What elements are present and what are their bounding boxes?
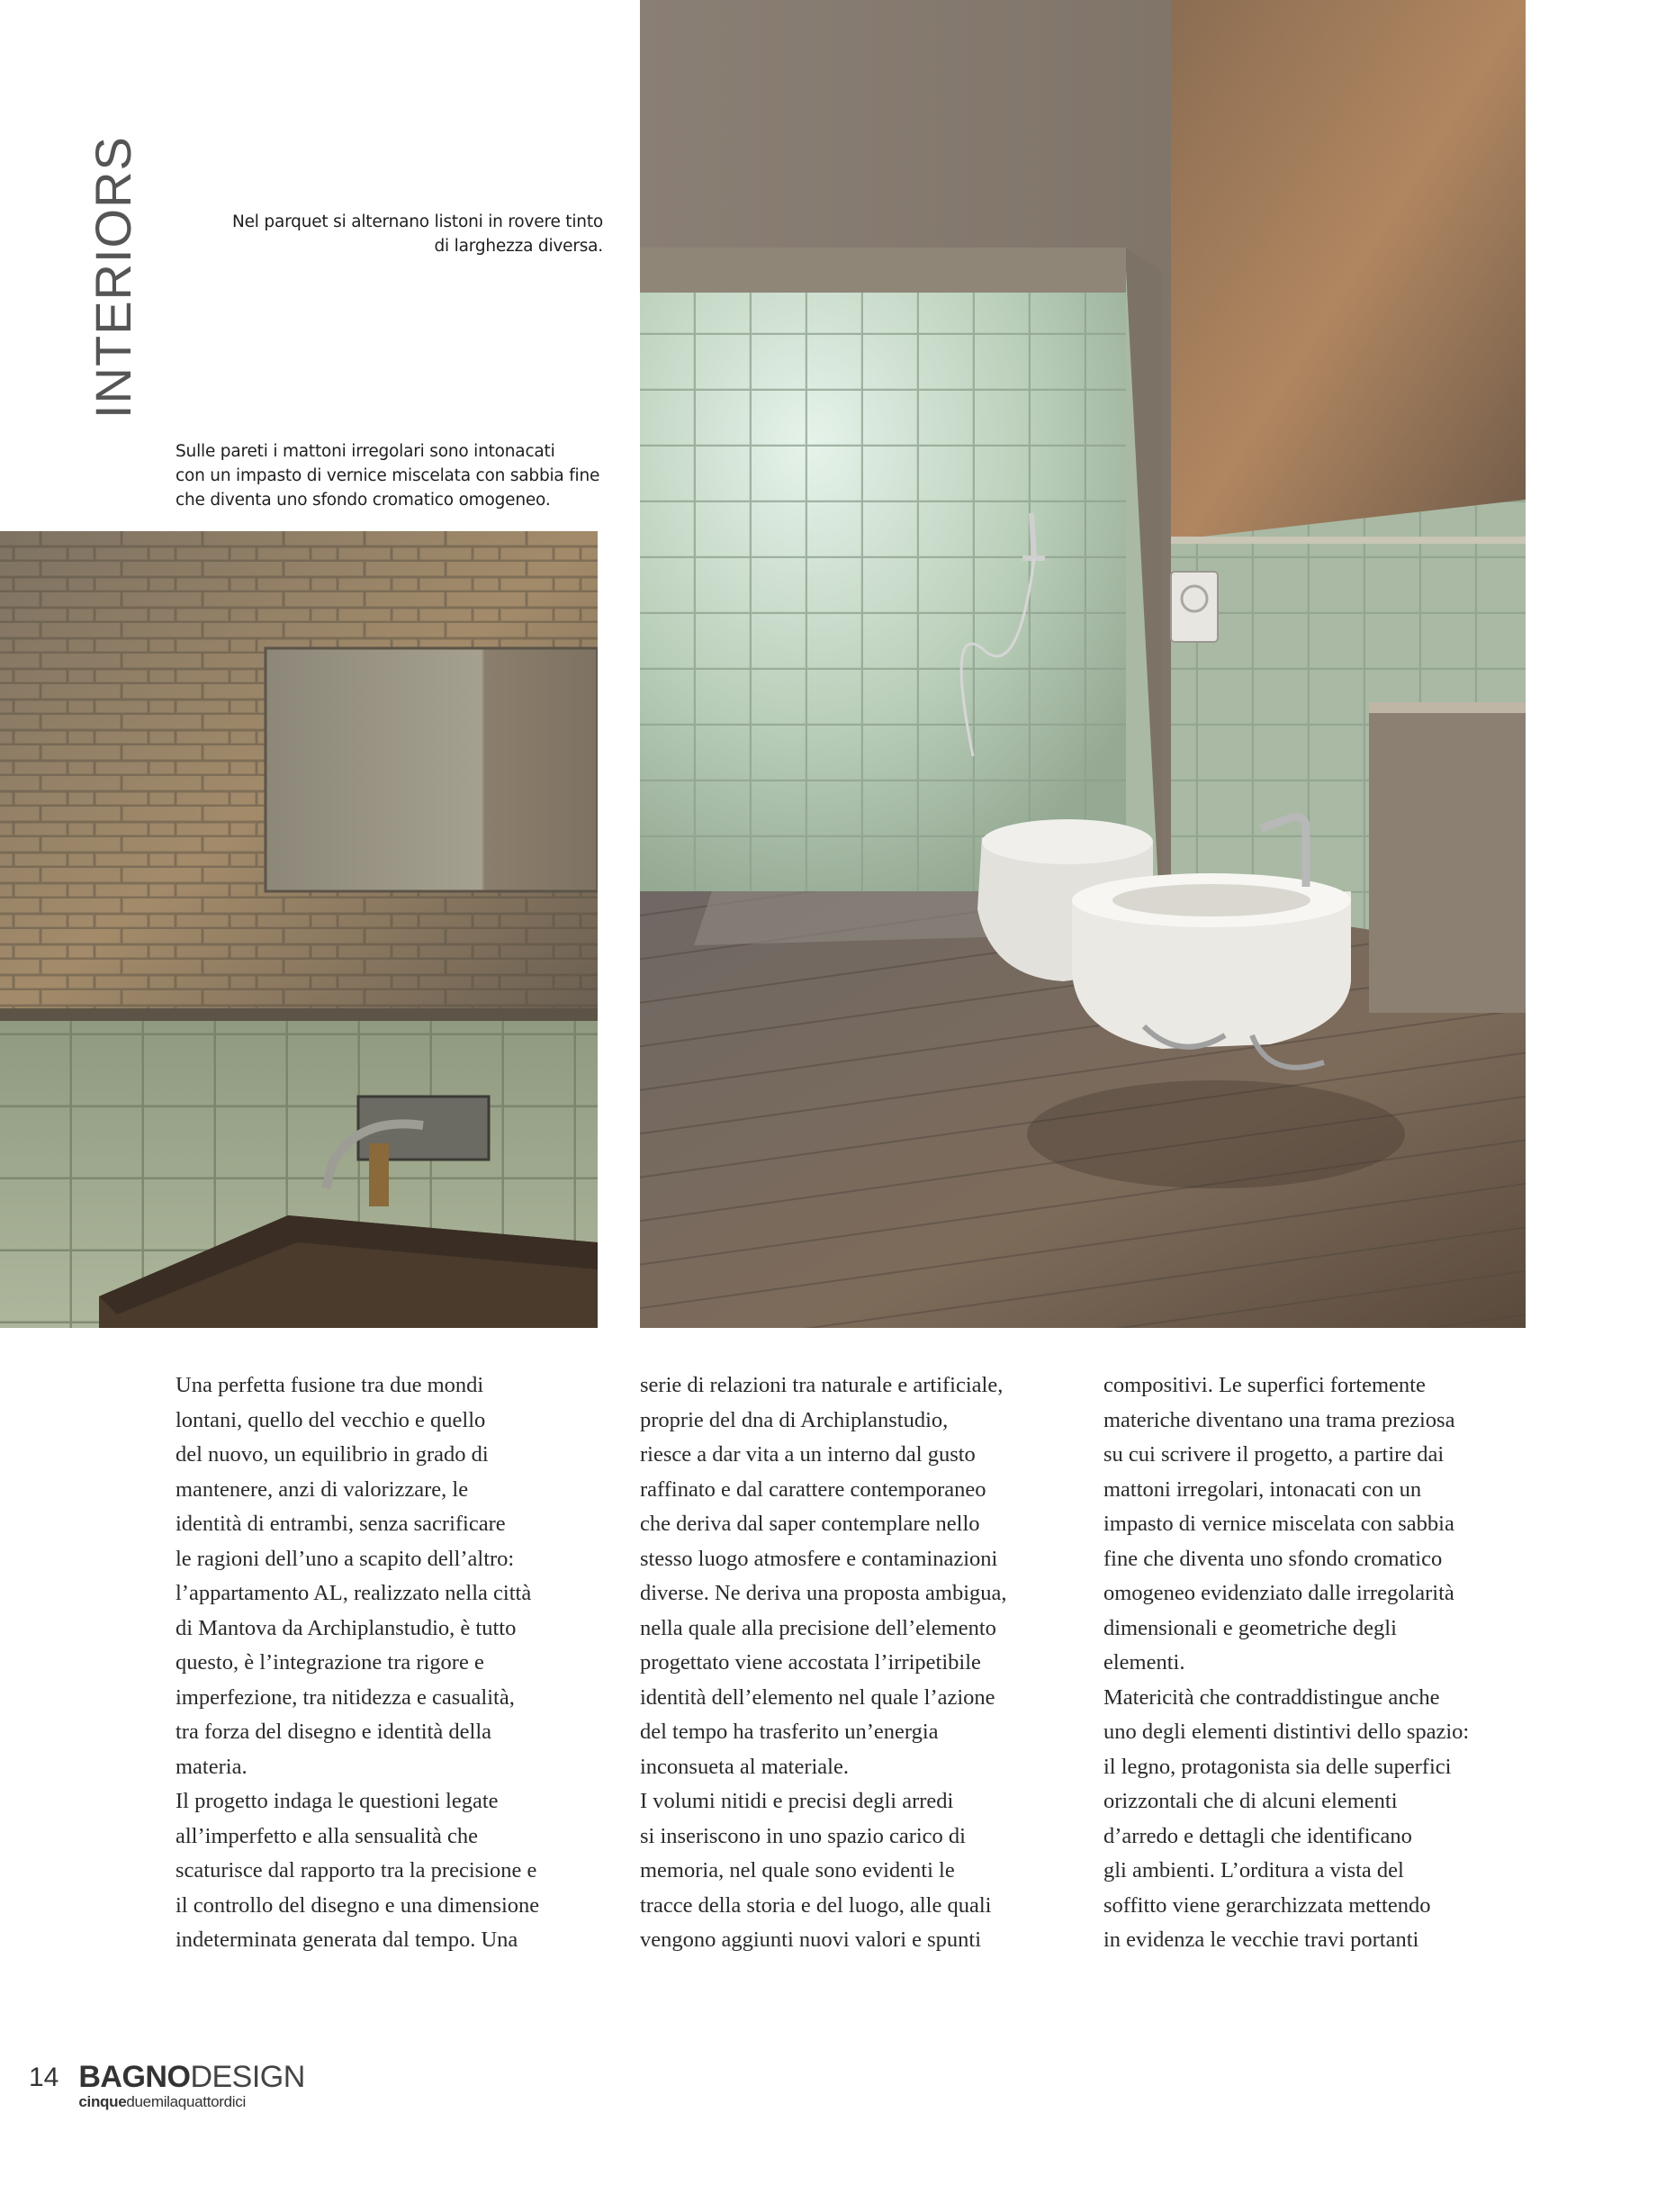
magazine-name <box>78 2062 304 2092</box>
text-line: gli ambienti. L’orditura a vista del <box>1103 1858 1404 1882</box>
text-line: inconsueta al materiale. <box>640 1754 849 1779</box>
text-line: proprie del dna di Archiplanstudio, <box>640 1407 949 1432</box>
text-line: questo, è l’integrazione tra rigore e <box>176 1650 484 1675</box>
text-line: uno degli elementi distintivi dello spazio: <box>1103 1720 1470 1744</box>
text-line: che deriva dal saper contemplare nello <box>640 1512 980 1536</box>
body-column-1 <box>176 1368 539 1958</box>
text-line: orizzontali che di alcuni elementi <box>1103 1789 1398 1813</box>
magazine-name-regular: DESIGN <box>190 2060 305 2094</box>
text-line: elementi. <box>1103 1650 1185 1675</box>
caption-line: con un impasto di vernice miscelata con sabbia fine <box>176 466 600 485</box>
text-line: materiche diventano una trama preziosa <box>1103 1407 1455 1432</box>
text-line: dimensionali e geometriche degli <box>1103 1615 1397 1640</box>
text-line: le ragioni dell’uno a scapito dell’altro: <box>176 1546 515 1571</box>
text-line: mantenere, anzi di valorizzare, le <box>176 1476 469 1502</box>
text-line: I volumi nitidi e precisi degli arredi <box>640 1789 954 1813</box>
text-line: in evidenza le vecchie travi portanti <box>1103 1928 1419 1952</box>
text-line: nella quale alla precisione dell’elemento <box>640 1615 996 1640</box>
text-line: Il progetto indaga le questioni legate <box>176 1789 499 1813</box>
photo-shower-illustration <box>640 0 1526 1328</box>
issue-bold: cinque <box>78 2093 127 2110</box>
text-line: l’appartamento AL, realizzato nella città <box>176 1581 532 1605</box>
text-line: del nuovo, un equilibrio in grado di <box>176 1442 489 1467</box>
text-line: diverse. Ne deriva una proposta ambigua, <box>640 1581 1007 1605</box>
text-line: indeterminata generata dal tempo. Una <box>176 1928 518 1952</box>
text-line: omogeneo evidenziato dalle irregolarità <box>1103 1581 1454 1605</box>
text-line: lontani, quello del vecchio e quello <box>176 1407 486 1432</box>
caption-line: Nel parquet si alternano listoni in rovere tinto <box>231 212 603 231</box>
photo-shower-toilet <box>640 0 1526 1328</box>
text-line: Una perfetta fusione tra due mondi <box>176 1373 484 1397</box>
section-label-text: INTERIORS <box>85 136 141 419</box>
magazine-name-bold: BAGNO <box>78 2060 191 2094</box>
text-line: impasto di vernice miscelata con sabbia <box>1103 1512 1454 1536</box>
text-line: memoria, nel quale sono evidenti le <box>640 1858 955 1882</box>
magazine-issue <box>78 2094 304 2109</box>
text-line: progettato viene accostata l’irripetibile <box>640 1650 981 1675</box>
section-label <box>85 136 141 419</box>
text-line: imperfezione, tra nitidezza e casualità, <box>176 1684 515 1710</box>
text-line: identità dell’elemento nel quale l’azione <box>640 1684 995 1710</box>
caption-line: di larghezza diversa. <box>434 237 603 256</box>
text-line: tra forza del disegno e identità della <box>176 1720 492 1744</box>
caption-line: che diventa uno sfondo cromatico omogeneo. <box>176 491 551 510</box>
text-line: compositivi. Le superfici fortemente <box>1103 1373 1426 1397</box>
page-number: 14 <box>29 2063 59 2092</box>
body-column-3 <box>1103 1368 1469 1958</box>
text-line: vengono aggiunti nuovi valori e spunti <box>640 1928 982 1952</box>
text-line: su cui scrivere il progetto, a partire dai <box>1103 1442 1445 1467</box>
text-line: materia. <box>176 1754 248 1779</box>
text-line: si inseriscono in uno spazio carico di <box>640 1823 966 1848</box>
issue-regular: duemilaquattordici <box>126 2093 246 2110</box>
text-line: identità di entrambi, senza sacrificare <box>176 1512 506 1536</box>
caption-walls <box>176 439 599 512</box>
text-line: mattoni irregolari, intonacati con un <box>1103 1476 1422 1502</box>
text-line: Matericità che contraddistingue anche <box>1103 1684 1440 1710</box>
text-line: tracce della storia e del luogo, alle quali <box>640 1892 992 1918</box>
text-line: d’arredo e dettagli che identificano <box>1103 1823 1412 1848</box>
caption-line: Sulle pareti i mattoni irregolari sono intonacati <box>176 442 555 461</box>
body-column-2 <box>640 1368 1007 1958</box>
text-line: del tempo ha trasferito un’energia <box>640 1720 939 1744</box>
page-footer <box>29 2062 305 2109</box>
text-line: stesso luogo atmosfere e contaminazioni <box>640 1546 998 1571</box>
caption-parquet <box>232 210 603 258</box>
magazine-logo <box>78 2062 304 2109</box>
text-line: il controllo del disegno e una dimensione <box>176 1892 540 1918</box>
text-line: scaturisce dal rapporto tra la precisione e <box>176 1858 537 1882</box>
text-line: il legno, protagonista sia delle superfici <box>1103 1754 1452 1779</box>
text-line: riesce a dar vita a un interno dal gusto <box>640 1442 976 1467</box>
text-line: raffinato e dal carattere contemporaneo <box>640 1476 986 1502</box>
text-line: fine che diventa uno sfondo cromatico <box>1103 1546 1443 1571</box>
photo-sink-brick-wall <box>0 531 598 1328</box>
text-line: di Mantova da Archiplanstudio, è tutto <box>176 1615 517 1640</box>
photo-sink-illustration <box>0 531 598 1328</box>
text-line: all’imperfetto e alla sensualità che <box>176 1823 479 1848</box>
text-line: soffitto viene gerarchizzata mettendo <box>1103 1892 1431 1918</box>
text-line: serie di relazioni tra naturale e artificiale, <box>640 1373 1004 1397</box>
